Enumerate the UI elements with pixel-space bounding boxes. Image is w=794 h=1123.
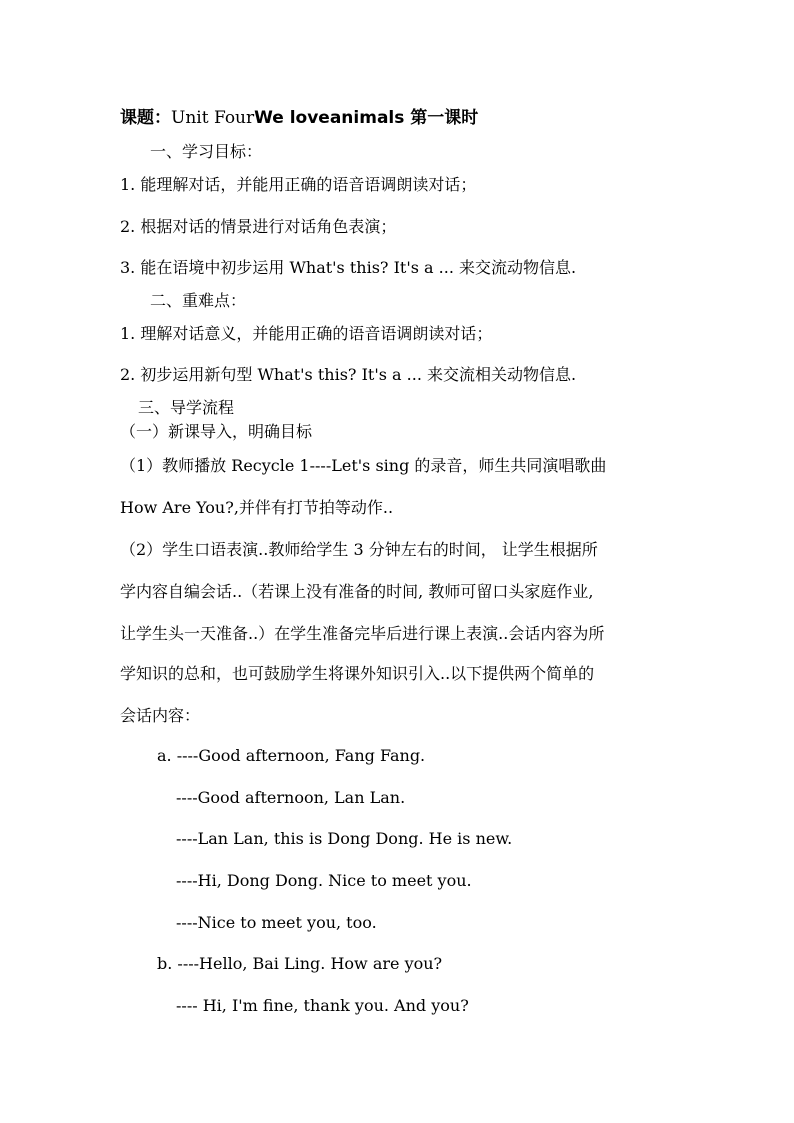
objective-item-2: 2. 根据对话的情景进行对话角色表演； [120, 217, 397, 236]
keypoint-item-2: 2. 初步运用新句型 What's this? It's a ... 来交流相关动物信息. [120, 365, 577, 384]
document-title [120, 108, 478, 128]
title-lesson: 第一课时 [404, 108, 479, 128]
section3-heading: 三、导学流程 [138, 398, 235, 417]
paragraph2-line-4: 学知识的总和，也可鼓励学生将课外知识引入..以下提供两个简单的 [120, 664, 595, 683]
dialogue-b-line-1: b. ----Hello, Bai Ling. How are you? [157, 954, 443, 973]
paragraph2-line-3: 让学生头一天准备..）在学生准备完毕后进行课上表演..会话内容为所 [120, 624, 605, 643]
title-prefix: 课题： [120, 108, 171, 128]
paragraph1-line-2: How Are You?,并伴有打节拍等动作.. [120, 498, 394, 517]
section2-heading: 二、重难点： [150, 291, 247, 310]
dialogue-a-line-2: ----Good afternoon, Lan Lan. [176, 788, 406, 807]
paragraph2-line-1: （2）学生口语表演..教师给学生 3 分钟左右的时间， 让学生根据所 [120, 540, 598, 559]
dialogue-a-line-4: ----Hi, Dong Dong. Nice to meet you. [176, 871, 472, 890]
objective-item-3: 3. 能在语境中初步运用 What's this? It's a ... 来交流动物信息. [120, 258, 577, 277]
dialogue-a-line-3: ----Lan Lan, this is Dong Dong. He is new. [176, 829, 513, 848]
paragraph1-line-1: （1）教师播放 Recycle 1----Let's sing 的录音，师生共同演唱歌曲 [120, 456, 607, 475]
objective-item-1: 1. 能理解对话，并能用正确的语音语调朗读对话； [120, 175, 477, 194]
title-name: We loveanimals [254, 108, 405, 128]
keypoint-item-1: 1. 理解对话意义，并能用正确的语音语调朗读对话； [120, 324, 493, 343]
section3-subheading: （一）新课导入，明确目标 [120, 422, 313, 441]
dialogue-a-line-1: a. ----Good afternoon, Fang Fang. [157, 746, 426, 765]
section1-heading: 一、学习目标： [150, 142, 263, 161]
title-unit: Unit Four [171, 108, 255, 128]
dialogue-a-line-5: ----Nice to meet you, too. [176, 913, 377, 932]
paragraph2-line-2: 学内容自编会话..（若课上没有准备的时间, 教师可留口头家庭作业, [120, 582, 594, 601]
dialogue-b-line-2: ---- Hi, I'm fine, thank you. And you? [176, 996, 469, 1015]
paragraph2-line-5: 会话内容： [120, 706, 201, 725]
